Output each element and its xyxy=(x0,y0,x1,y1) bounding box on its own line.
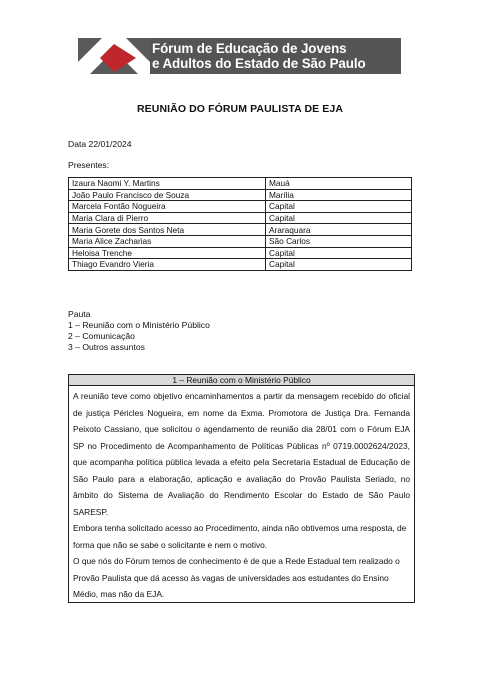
table-row xyxy=(69,224,412,236)
attendee-name: Thiago Evandro Vieria xyxy=(69,259,266,271)
attendees-table xyxy=(68,177,412,271)
logo-text xyxy=(152,41,366,71)
attendee-name: Heloisa Trenche xyxy=(69,247,266,259)
attendees-label: Presentes: xyxy=(68,160,110,170)
section-paragraph: O que nós do Fórum temos de conhecimento é de que a Rede Estadual tem realizado o Provão Paulista que dá acesso às vagas de universidades aos estudantes do Ensino Médio, mas não da EJA. xyxy=(73,556,400,599)
table-row xyxy=(69,259,412,271)
table-row xyxy=(69,178,412,190)
table-row xyxy=(69,247,412,259)
section-paragraph: Embora tenha solicitado acesso ao Procedimento, ainda não obtivemos uma resposta, de forma que não se sabe o solicitante e nem o motivo. xyxy=(73,523,407,550)
attendee-name: Maria Clara di Pierro xyxy=(69,212,266,224)
agenda-item: 3 – Outros assuntos xyxy=(68,342,145,352)
section-1-box xyxy=(68,374,415,603)
agenda-label: Pauta xyxy=(68,309,91,319)
page-title: REUNIÃO DO FÓRUM PAULISTA DE EJA xyxy=(136,103,343,115)
attendee-name: João Paulo Francisco de Souza xyxy=(69,189,266,201)
section-1-heading: 1 – Reunião com o Ministério Público xyxy=(69,375,414,386)
attendee-name: Marcela Fontão Nogueira xyxy=(69,201,266,213)
attendee-name: Maria Gorete dos Santos Neta xyxy=(69,224,266,236)
forum-logo xyxy=(78,38,401,74)
attendee-name: Maria Alice Zacharias xyxy=(69,235,266,247)
logo-emblem-icon xyxy=(78,38,150,74)
attendee-city: São Carlos xyxy=(266,235,412,247)
table-row xyxy=(69,235,412,247)
attendee-city: Capital xyxy=(266,259,412,271)
agenda-item: 2 – Comunicação xyxy=(68,331,135,341)
attendee-name: Izaura Naomi Y. Martins xyxy=(69,178,266,190)
table-row xyxy=(69,212,412,224)
logo-line-1: Fórum de Educação de Jovens xyxy=(152,41,347,56)
attendee-city: Mauá xyxy=(266,178,412,190)
section-1-body xyxy=(69,386,414,603)
attendee-city: Araraquara xyxy=(266,224,412,236)
meeting-date: Data 22/01/2024 xyxy=(68,139,132,149)
logo-line-2: e Adultos do Estado de São Paulo xyxy=(152,56,366,71)
agenda-item: 1 – Reunião com o Ministério Público xyxy=(68,320,210,330)
attendee-city: Capital xyxy=(266,212,412,224)
table-row xyxy=(69,201,412,213)
attendee-city: Capital xyxy=(266,247,412,259)
attendee-city: Marília xyxy=(266,189,412,201)
attendee-city: Capital xyxy=(266,201,412,213)
section-paragraph: A reunião teve como objetivo encaminhamentos a partir da mensagem recebido do oficial de justiça Péricles Nogueira, em nome da Exma. Promotora de Justiça Dra. Fernanda Peixoto Cassiano, que solicitou o agendamento de reunião dia 28/01 com o Fórum EJA SP no Procedimento de Acompanhamento de Políticas Públicas nº 0719.0002624/2023, que acompanha política pública levada a efeito pela Secretaria Estadual de Educação de São Paulo para a elaboração, aplicação e avaliação do Provão Paulista Seriado, no âmbito do Sistema de Avaliação do Rendimento Escolar do Estado de São Paulo SARESP. xyxy=(73,391,410,517)
table-row xyxy=(69,189,412,201)
